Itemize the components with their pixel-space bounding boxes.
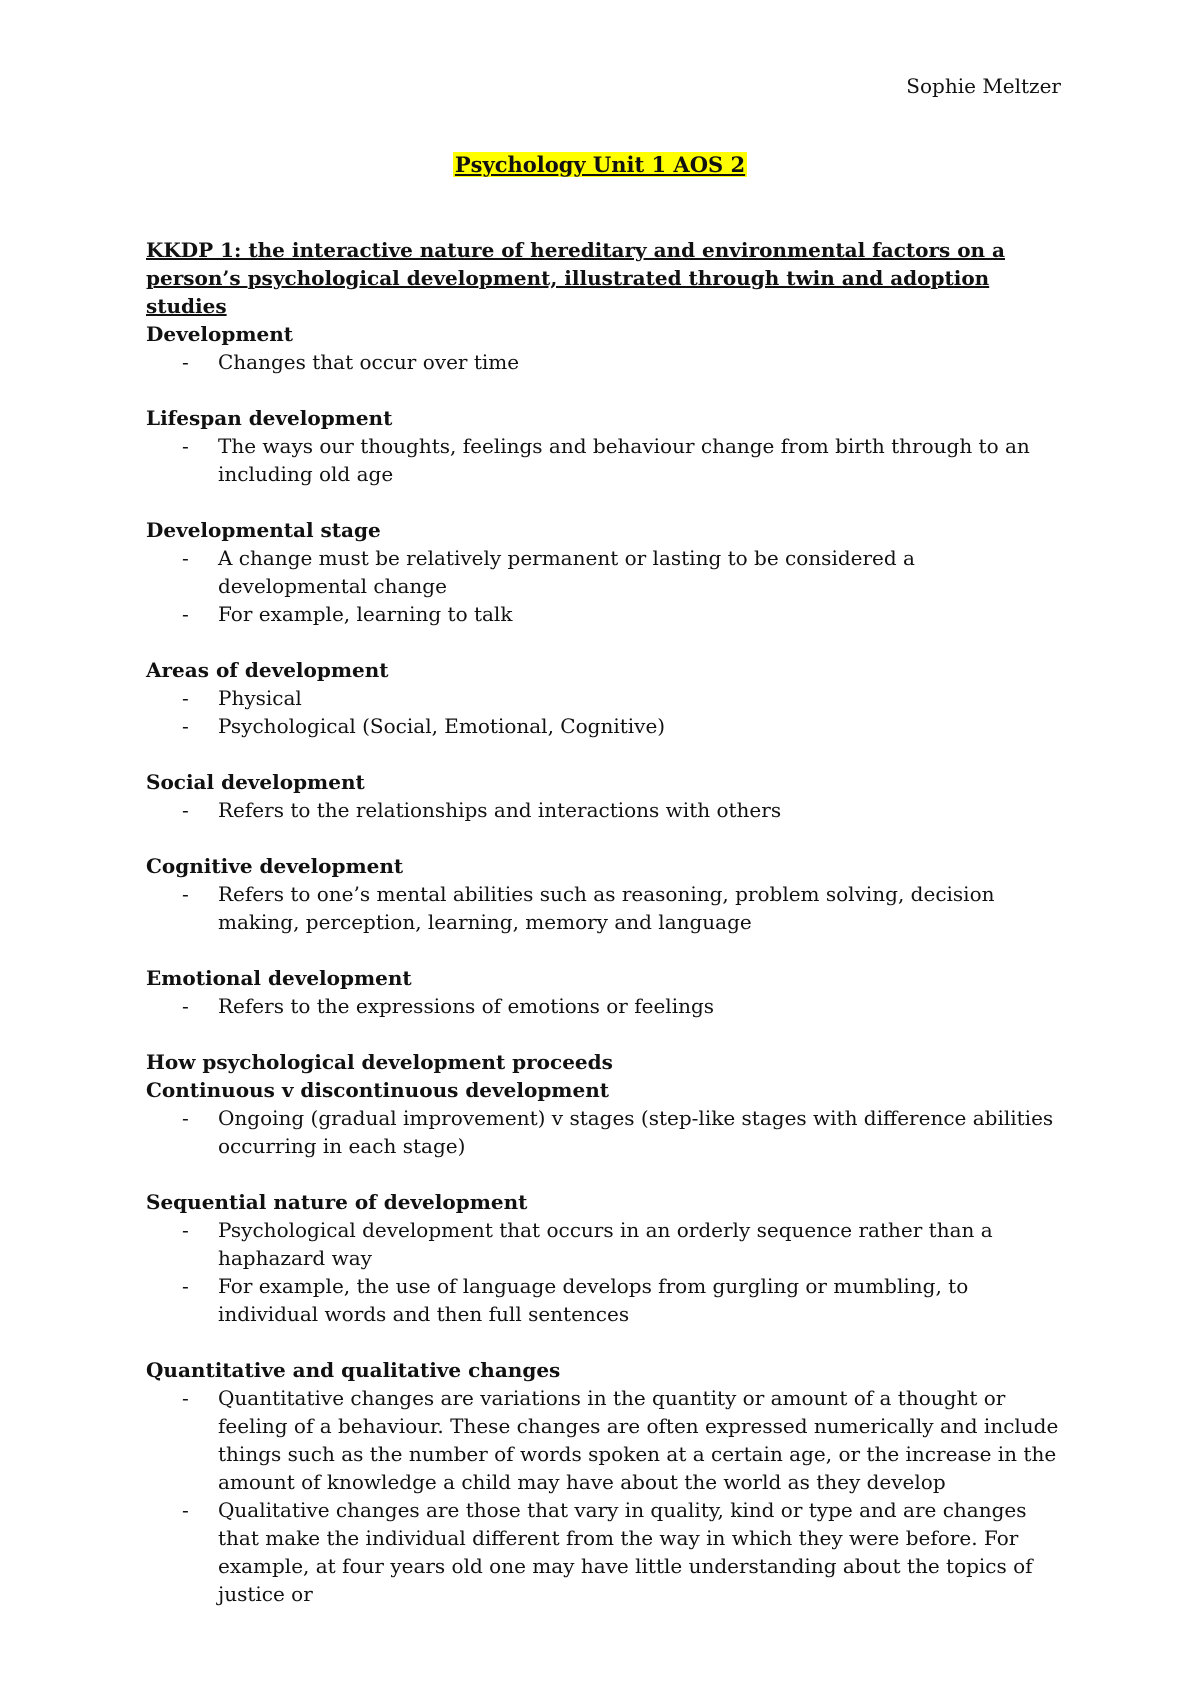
dash-bullet-icon: - xyxy=(182,714,189,738)
section-heading: Social development xyxy=(146,770,365,794)
section-heading: Developmental stage xyxy=(146,518,381,542)
list-item xyxy=(146,1216,1066,1272)
list-item xyxy=(146,712,1066,740)
document-title-wrap xyxy=(0,151,1200,179)
dash-bullet-icon: - xyxy=(182,686,189,710)
list-item-text: The ways our thoughts, feelings and behaviour change from birth through to an including old age xyxy=(218,434,1030,486)
list-item-text: Quantitative changes are variations in the quantity or amount of a thought or feeling of a behaviour. These changes are often expressed numerically and include things such as the number of words spoken at a certain age, or the increase in the amount of knowledge a child may have about the world as they develop xyxy=(218,1386,1059,1494)
list-item-text: Psychological (Social, Emotional, Cognitive) xyxy=(218,714,666,738)
notes-section xyxy=(146,1048,1066,1160)
list-item-text: Changes that occur over time xyxy=(218,350,520,374)
dash-bullet-icon: - xyxy=(182,350,189,374)
section-heading: Areas of development xyxy=(146,658,389,682)
section-heading: Development xyxy=(146,322,294,346)
author-name: Sophie Meltzer xyxy=(906,74,1061,98)
dash-bullet-icon: - xyxy=(182,546,189,570)
bullet-list xyxy=(146,348,1066,376)
bullet-list xyxy=(146,880,1066,936)
list-item-text: Ongoing (gradual improvement) v stages (step-like stages with difference abilities occurring in each stage) xyxy=(218,1106,1054,1158)
list-item xyxy=(146,684,1066,712)
bullet-list xyxy=(146,1104,1066,1160)
section-heading: Quantitative and qualitative changes xyxy=(146,1358,561,1382)
list-item-text: Refers to the relationships and interactions with others xyxy=(218,798,782,822)
list-item xyxy=(146,1272,1066,1328)
bullet-list xyxy=(146,684,1066,740)
bullet-list xyxy=(146,432,1066,488)
list-item-text: Psychological development that occurs in an orderly sequence rather than a haphazard way xyxy=(218,1218,993,1270)
bullet-list xyxy=(146,992,1066,1020)
document-title: Psychology Unit 1 AOS 2 xyxy=(454,152,746,177)
bullet-list xyxy=(146,544,1066,628)
dash-bullet-icon: - xyxy=(182,1386,189,1410)
list-item-text: Qualitative changes are those that vary in quality, kind or type and are changes that make the individual different from the way in which they were before. For example, at four years old one may have little understanding about the topics of justice or xyxy=(218,1498,1033,1606)
list-item xyxy=(146,348,1066,376)
list-item-text: Physical xyxy=(218,686,302,710)
list-item-text: A change must be relatively permanent or lasting to be considered a developmental change xyxy=(218,546,915,598)
list-item-text: Refers to one’s mental abilities such as reasoning, problem solving, decision making, perception, learning, memory and language xyxy=(218,882,995,934)
bullet-list xyxy=(146,1216,1066,1328)
list-item xyxy=(146,1384,1066,1496)
section-heading: Lifespan development xyxy=(146,406,393,430)
bullet-list xyxy=(146,796,1066,824)
list-item xyxy=(146,544,1066,600)
list-item-text: For example, the use of language develops from gurgling or mumbling, to individual words and then full sentences xyxy=(218,1274,969,1326)
list-item xyxy=(146,1496,1066,1608)
notes-section xyxy=(146,1188,1066,1328)
dash-bullet-icon: - xyxy=(182,434,189,458)
list-item xyxy=(146,432,1066,488)
section-heading: How psychological development proceeds xyxy=(146,1050,613,1074)
dash-bullet-icon: - xyxy=(182,1498,189,1522)
notes-section xyxy=(146,1356,1066,1608)
notes-section xyxy=(146,516,1066,628)
list-item xyxy=(146,600,1066,628)
list-item xyxy=(146,880,1066,936)
notes-section xyxy=(146,768,1066,824)
section-heading: Cognitive development xyxy=(146,854,404,878)
dash-bullet-icon: - xyxy=(182,1274,189,1298)
dash-bullet-icon: - xyxy=(182,994,189,1018)
section-heading: Emotional development xyxy=(146,966,412,990)
dash-bullet-icon: - xyxy=(182,1218,189,1242)
dash-bullet-icon: - xyxy=(182,882,189,906)
notes-sections xyxy=(146,320,1066,1608)
document-body xyxy=(146,236,1066,1636)
list-item xyxy=(146,992,1066,1020)
notes-section xyxy=(146,964,1066,1020)
list-item-text: For example, learning to talk xyxy=(218,602,513,626)
section-heading: Continuous v discontinuous development xyxy=(146,1078,609,1102)
list-item-text: Refers to the expressions of emotions or feelings xyxy=(218,994,715,1018)
section-heading: Sequential nature of development xyxy=(146,1190,528,1214)
list-item xyxy=(146,796,1066,824)
kkdp-heading: KKDP 1: the interactive nature of hereditary and environmental factors on a person’s psychological development, illustrated through twin and adoption studies xyxy=(146,238,1006,318)
list-item xyxy=(146,1104,1066,1160)
bullet-list xyxy=(146,1384,1066,1608)
notes-section xyxy=(146,320,1066,376)
dash-bullet-icon: - xyxy=(182,602,189,626)
dash-bullet-icon: - xyxy=(182,798,189,822)
notes-section xyxy=(146,656,1066,740)
dash-bullet-icon: - xyxy=(182,1106,189,1130)
notes-section xyxy=(146,852,1066,936)
notes-section xyxy=(146,404,1066,488)
